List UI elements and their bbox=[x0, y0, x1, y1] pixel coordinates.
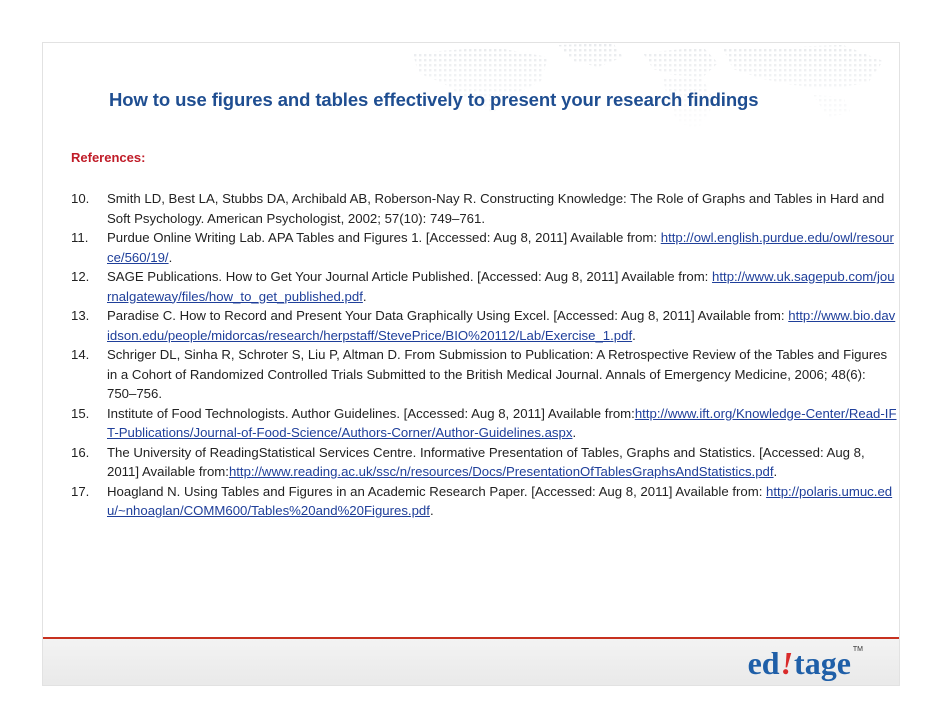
reference-item bbox=[71, 482, 897, 521]
reference-link[interactable]: http://www.reading.ac.uk/ssc/n/resources/Docs/PresentationOfTablesGraphsAndStatistics.pdf bbox=[228, 464, 774, 479]
world-map-background bbox=[373, 43, 900, 133]
reference-suffix: . bbox=[632, 327, 636, 343]
reference-item bbox=[71, 306, 897, 345]
reference-item bbox=[71, 443, 897, 482]
editage-logo bbox=[748, 644, 863, 682]
reference-text: Smith LD, Best LA, Stubbs DA, Archibald AB, Roberson-Nay R. Constructing Knowledge: The Role of Graphs and Tables in Hard and Soft Psychology. American Psychologist, 2002; 57(10): 749–761. bbox=[107, 191, 885, 226]
reference-suffix: . bbox=[168, 249, 173, 265]
logo-text-part2: tage bbox=[794, 645, 851, 681]
reference-number: 16. bbox=[71, 444, 90, 460]
reference-text: Paradise C. How to Record and Present Your Data Graphically Using Excel. [Accessed: Aug 8, 2011] Available from: bbox=[107, 308, 785, 323]
reference-number: 14. bbox=[71, 347, 90, 362]
reference-link[interactable]: http://www.bio.davidson.edu/people/midorcas/research/herpstaff/StevePrice/BIO%20112/Lab/Exercise_1.pdf bbox=[107, 308, 896, 343]
reference-number: 10. bbox=[71, 191, 90, 206]
reference-suffix: . bbox=[362, 288, 367, 304]
reference-suffix: . bbox=[572, 425, 577, 440]
reference-link[interactable]: http://www.ift.org/Knowledge-Center/Read-IFT-Publications/Journal-of-Food-Science/Authors-Corner/Author-Guidelines.aspx bbox=[107, 405, 897, 440]
reference-item bbox=[71, 267, 897, 306]
reference-link[interactable]: http://owl.english.purdue.edu/owl/resource/560/19/ bbox=[107, 230, 894, 265]
reference-link[interactable]: http://polaris.umuc.edu/~nhoaglan/COMM600/Tables%20and%20Figures.pdf bbox=[107, 483, 893, 518]
reference-number: 12. bbox=[71, 269, 90, 284]
logo-text-part1: ed bbox=[747, 645, 780, 681]
reference-text: Schriger DL, Sinha R, Schroter S, Liu P, Altman D. From Submission to Publication: A Retrospective Review of the Tables and Figures in a Cohort of Randomized Controlled Trials Submitted to the British Medical Journal. Annals of Emergency Medicine, 2006; 48(6): 750–756. bbox=[107, 347, 888, 401]
slide bbox=[42, 42, 900, 686]
reference-link[interactable]: http://www.uk.sagepub.com/journalgateway/files/how_to_get_published.pdf bbox=[107, 269, 895, 304]
reference-text: Hoagland N. Using Tables and Figures in an Academic Research Paper. [Accessed: Aug 8, 2011] Available from: bbox=[107, 483, 763, 499]
reference-suffix: . bbox=[773, 464, 778, 479]
reference-number: 11. bbox=[71, 230, 89, 245]
reference-text: SAGE Publications. How to Get Your Journal Article Published. [Accessed: Aug 8, 2011] Available from: bbox=[107, 269, 709, 284]
reference-item bbox=[71, 228, 897, 267]
reference-number: 17. bbox=[71, 483, 90, 499]
reference-item bbox=[71, 189, 897, 228]
reference-number: 15. bbox=[71, 405, 90, 421]
reference-list bbox=[71, 189, 897, 521]
reference-text: Purdue Online Writing Lab. APA Tables and Figures 1. [Accessed: Aug 8, 2011] Available from: bbox=[107, 230, 658, 245]
references-heading: References: bbox=[71, 150, 146, 165]
reference-item bbox=[71, 404, 897, 443]
reference-number: 13. bbox=[71, 308, 90, 323]
logo-exclamation: ! bbox=[780, 645, 794, 681]
reference-item bbox=[71, 345, 897, 404]
reference-suffix: . bbox=[429, 503, 434, 518]
slide-title: How to use figures and tables effectively to present your research findings bbox=[109, 89, 759, 110]
reference-text: Institute of Food Technologists. Author Guidelines. [Accessed: Aug 8, 2011] Available from: bbox=[107, 405, 635, 421]
trademark-mark: TM bbox=[852, 646, 863, 653]
reference-text: The University of ReadingStatistical Services Centre. Informative Presentation of Tables, Graphs and Statistics. [Accessed: Aug 8, 2011] Available from: bbox=[107, 444, 865, 479]
